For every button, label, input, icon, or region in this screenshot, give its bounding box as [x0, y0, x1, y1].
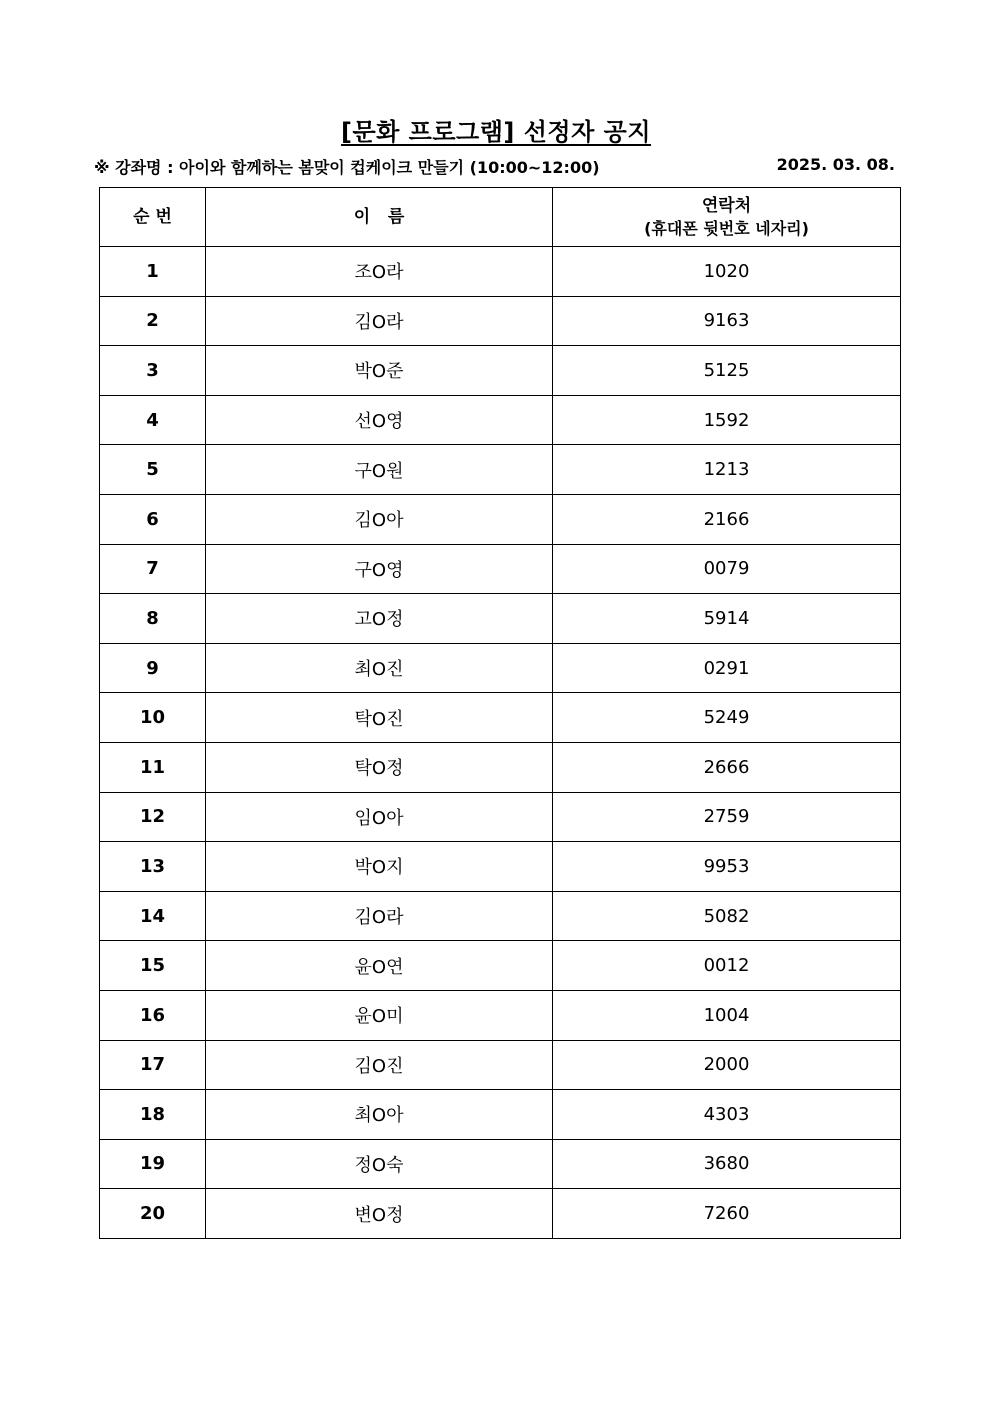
table-header-row [100, 188, 901, 247]
table-row [100, 247, 901, 297]
row-number: 6 [100, 494, 206, 544]
row-number: 5 [100, 445, 206, 495]
row-contact: 4303 [553, 1090, 901, 1140]
row-number: 13 [100, 842, 206, 892]
row-contact: 1004 [553, 990, 901, 1040]
table-row [100, 643, 901, 693]
row-contact: 9163 [553, 296, 901, 346]
header-name-text: 이 름 [353, 206, 405, 227]
row-number: 7 [100, 544, 206, 594]
table-row [100, 544, 901, 594]
table-row [100, 445, 901, 495]
row-contact: 1592 [553, 395, 901, 445]
row-contact: 7260 [553, 1189, 901, 1239]
row-name: 임O아 [206, 792, 553, 842]
table-row [100, 594, 901, 644]
row-contact: 2000 [553, 1040, 901, 1090]
row-name: 최O아 [206, 1090, 553, 1140]
header-contact [553, 188, 901, 247]
row-number: 1 [100, 247, 206, 297]
row-name: 최O진 [206, 643, 553, 693]
row-name: 김O라 [206, 296, 553, 346]
row-name: 김O진 [206, 1040, 553, 1090]
table-row [100, 346, 901, 396]
row-contact: 1020 [553, 247, 901, 297]
row-number: 3 [100, 346, 206, 396]
table-row [100, 1189, 901, 1239]
table-row [100, 792, 901, 842]
table-row [100, 941, 901, 991]
row-number: 14 [100, 891, 206, 941]
table-row [100, 1090, 901, 1140]
row-contact: 9953 [553, 842, 901, 892]
row-number: 15 [100, 941, 206, 991]
row-number: 18 [100, 1090, 206, 1140]
row-name: 윤O연 [206, 941, 553, 991]
row-number: 16 [100, 990, 206, 1040]
row-contact: 2166 [553, 494, 901, 544]
row-name: 고O정 [206, 594, 553, 644]
row-name: 박O준 [206, 346, 553, 396]
table-row [100, 693, 901, 743]
row-contact: 1213 [553, 445, 901, 495]
row-number: 11 [100, 742, 206, 792]
notice-date: 2025. 03. 08. [776, 155, 895, 174]
row-name: 구O영 [206, 544, 553, 594]
row-name: 구O원 [206, 445, 553, 495]
row-number: 19 [100, 1139, 206, 1189]
row-number: 10 [100, 693, 206, 743]
header-name [206, 188, 553, 247]
row-name: 조O라 [206, 247, 553, 297]
row-contact: 0291 [553, 643, 901, 693]
row-number: 17 [100, 1040, 206, 1090]
table-row [100, 742, 901, 792]
row-number: 2 [100, 296, 206, 346]
row-contact: 5249 [553, 693, 901, 743]
document-title-text: [문화 프로그램] 선정자 공지 [340, 118, 652, 146]
row-contact: 0079 [553, 544, 901, 594]
document-title [0, 112, 992, 147]
row-name: 윤O미 [206, 990, 553, 1040]
row-number: 20 [100, 1189, 206, 1239]
row-name: 변O정 [206, 1189, 553, 1239]
table-row [100, 1139, 901, 1189]
row-name: 탁O진 [206, 693, 553, 743]
row-name: 정O숙 [206, 1139, 553, 1189]
row-contact: 5914 [553, 594, 901, 644]
course-name: ※ 강좌명 : 아이와 함께하는 봄맞이 컵케이크 만들기 (10:00~12:00) [94, 158, 600, 177]
header-contact-label: 연락처 [701, 195, 752, 216]
row-contact: 2666 [553, 742, 901, 792]
row-contact: 5125 [553, 346, 901, 396]
header-contact-sub: (휴대폰 뒷번호 네자리) [644, 218, 809, 238]
row-name: 탁O정 [206, 742, 553, 792]
row-name: 김O라 [206, 891, 553, 941]
row-name: 선O영 [206, 395, 553, 445]
table-row [100, 494, 901, 544]
row-contact: 0012 [553, 941, 901, 991]
row-contact: 5082 [553, 891, 901, 941]
row-number: 4 [100, 395, 206, 445]
row-number: 9 [100, 643, 206, 693]
table-row [100, 990, 901, 1040]
row-name: 김O아 [206, 494, 553, 544]
table-row [100, 296, 901, 346]
selection-table [99, 187, 901, 1239]
table-row [100, 891, 901, 941]
row-name: 박O지 [206, 842, 553, 892]
table-row [100, 395, 901, 445]
row-number: 8 [100, 594, 206, 644]
header-number: 순 번 [100, 188, 206, 247]
row-contact: 2759 [553, 792, 901, 842]
table-row [100, 842, 901, 892]
row-number: 12 [100, 792, 206, 842]
table-row [100, 1040, 901, 1090]
row-contact: 3680 [553, 1139, 901, 1189]
